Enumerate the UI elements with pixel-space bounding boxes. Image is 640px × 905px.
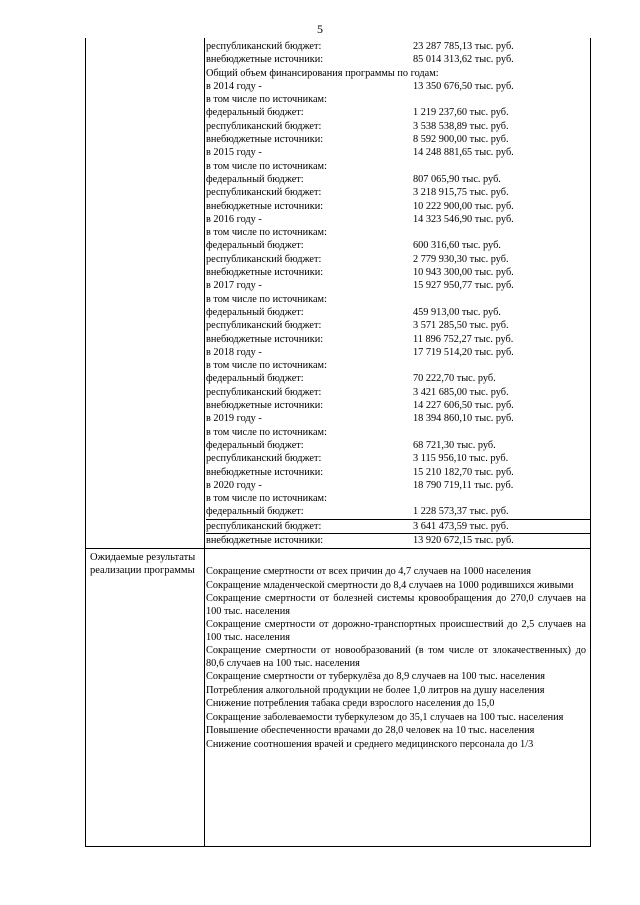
financing-row [206, 253, 590, 266]
financing-row [206, 67, 590, 80]
financing-row-value: 3 218 915,75 тыс. руб. [413, 187, 509, 199]
financing-row-value: 10 943 300,00 тыс. руб. [413, 267, 514, 279]
financing-row-label: в том числе по источникам: [206, 160, 327, 172]
financing-row [206, 173, 590, 186]
financing-row-value: 459 913,00 тыс. руб. [413, 306, 501, 318]
financing-row-value: 11 896 752,27 тыс. руб. [413, 333, 514, 345]
financing-row-value: 15 210 182,70 тыс. руб. [413, 466, 514, 478]
financing-row-value: 18 394 860,10 тыс. руб. [413, 413, 514, 425]
financing-row-label: республиканский бюджет: [206, 253, 322, 265]
financing-row [206, 93, 590, 106]
financing-row-label: республиканский бюджет: [206, 320, 322, 332]
financing-row-label: в том числе по источникам: [206, 360, 327, 372]
financing-row-label: внебюджетные источники: [206, 400, 324, 412]
financing-row [206, 293, 590, 306]
page-number: 5 [317, 22, 323, 36]
financing-row [206, 372, 590, 385]
financing-row [206, 53, 590, 66]
financing-row-value: 85 014 313,62 тыс. руб. [413, 54, 514, 66]
financing-row-label: в 2016 году - [206, 213, 262, 225]
financing-row [206, 534, 590, 547]
financing-row-value: 3 538 538,89 тыс. руб. [413, 120, 509, 132]
result-item: Сокращение смертности от дорожно-транспортных происшествий до 2,5 случаев на 100 тыс. населения [206, 619, 586, 643]
financing-row-label: федеральный бюджет: [206, 306, 304, 318]
financing-row [206, 386, 590, 399]
financing-row [206, 319, 590, 332]
financing-row-value: 13 350 676,50 тыс. руб. [413, 80, 514, 92]
financing-row [206, 452, 590, 465]
financing-row [206, 106, 590, 119]
financing-list [206, 40, 590, 547]
financing-row-label: в том числе по источникам: [206, 493, 327, 505]
financing-row-value: 13 920 672,15 тыс. руб. [413, 534, 514, 546]
result-item: Сокращение заболеваемости туберкулезом до 35,1 случаев на 100 тыс. населения [206, 711, 564, 723]
financing-row-value: 3 571 285,50 тыс. руб. [413, 320, 509, 332]
result-item: Снижение соотношения врачей и среднего медицинского персонала до 1/3 [206, 738, 534, 750]
financing-row-label: федеральный бюджет: [206, 373, 304, 385]
financing-row-label: федеральный бюджет: [206, 506, 304, 518]
financing-row-value: 1 228 573,37 тыс. руб. [413, 506, 509, 518]
financing-row [206, 133, 590, 146]
financing-row [206, 333, 590, 346]
financing-row-label: в том числе по источникам: [206, 227, 327, 239]
result-item: Потребления алкогольной продукции не более 1,0 литров на душу населения [206, 684, 545, 696]
financing-row [206, 186, 590, 199]
financing-row [206, 505, 590, 519]
result-item: Сокращение младенческой смертности до 8,4 случаев на 1000 родившихся живыми [206, 579, 574, 591]
financing-row-value: 1 219 237,60 тыс. руб. [413, 107, 509, 119]
financing-row [206, 306, 590, 319]
financing-row-label: федеральный бюджет: [206, 107, 304, 119]
financing-row-value: 8 592 900,00 тыс. руб. [413, 134, 509, 146]
financing-row-value: 14 248 881,65 тыс. руб. [413, 147, 514, 159]
financing-row-value: 807 065,90 тыс. руб. [413, 173, 501, 185]
financing-row [206, 399, 590, 412]
financing-row-label: федеральный бюджет: [206, 240, 304, 252]
financing-row [206, 439, 590, 452]
financing-row-value: 10 222 900,00 тыс. руб. [413, 200, 514, 212]
financing-row-label: в 2015 году - [206, 147, 262, 159]
financing-row [206, 160, 590, 173]
financing-row [206, 226, 590, 239]
financing-row-label: федеральный бюджет: [206, 439, 304, 451]
financing-row [206, 239, 590, 252]
financing-row-label: внебюджетные источники: [206, 333, 324, 345]
financing-row [206, 279, 590, 292]
financing-row-label: республиканский бюджет: [206, 41, 322, 52]
financing-row-value: 600 316,60 тыс. руб. [413, 240, 501, 252]
financing-row-value: 3 421 685,00 тыс. руб. [413, 386, 509, 398]
financing-row-label: внебюджетные источники: [206, 200, 324, 212]
financing-row [206, 412, 590, 425]
result-item: Сокращение смертности от туберкулёза до 8,9 случаев на 100 тыс. населения [206, 671, 546, 682]
financing-row-value: 18 790 719,11 тыс. руб. [413, 479, 514, 491]
result-item: Повышение обеспеченности врачами до 28,0 человек на 10 тыс. населения [206, 725, 535, 736]
result-item: Сокращение смертности от всех причин до 4,7 случаев на 1000 населения [206, 566, 531, 577]
financing-row [206, 426, 590, 439]
results-label: Ожидаемые результаты реализации программы [90, 552, 196, 576]
financing-row-label: в 2014 году - [206, 80, 262, 92]
financing-row-label: республиканский бюджет: [206, 187, 322, 199]
financing-row-label: Общий объем финансирования программы по годам: [206, 67, 439, 79]
financing-row-label: внебюджетные источники: [206, 134, 324, 146]
financing-row-label: республиканский бюджет: [206, 520, 322, 532]
financing-row-label: федеральный бюджет: [206, 173, 304, 185]
financing-row [206, 520, 590, 534]
financing-row-label: внебюджетные источники: [206, 267, 324, 279]
financing-row-label: внебюджетные источники: [206, 466, 324, 478]
financing-row [206, 359, 590, 372]
financing-row-label: в 2017 году - [206, 280, 262, 292]
financing-row-value: 17 719 514,20 тыс. руб. [413, 346, 514, 358]
result-item: Снижение потребления табака среди взрослого населения до 15,0 [206, 698, 495, 709]
financing-row [206, 146, 590, 159]
financing-row [206, 200, 590, 213]
results-list [206, 566, 586, 752]
financing-row-label: в 2020 году - [206, 479, 262, 491]
financing-row [206, 466, 590, 479]
financing-row-label: в 2019 году - [206, 413, 262, 425]
financing-row-value: 3 641 473,59 тыс. руб. [413, 520, 509, 532]
financing-row [206, 213, 590, 226]
result-item: Сокращение смертности от болезней системы кровообращения до 270,0 случаев на 100 тыс. населения [206, 593, 586, 617]
financing-row-label: внебюджетные источники: [206, 54, 324, 66]
financing-row [206, 40, 590, 53]
financing-row [206, 266, 590, 279]
financing-row-label: республиканский бюджет: [206, 386, 322, 398]
financing-row [206, 479, 590, 492]
financing-row-value: 15 927 950,77 тыс. руб. [413, 280, 514, 292]
financing-row-value: 14 227 606,50 тыс. руб. [413, 400, 514, 412]
financing-row-label: в 2018 году - [206, 346, 262, 358]
financing-row [206, 80, 590, 93]
financing-row-value: 3 115 956,10 тыс. руб. [413, 453, 509, 465]
financing-row-label: в том числе по источникам: [206, 426, 327, 438]
financing-row [206, 120, 590, 133]
financing-row [206, 492, 590, 505]
financing-row-label: республиканский бюджет: [206, 453, 322, 465]
financing-row-value: 2 779 930,30 тыс. руб. [413, 253, 509, 265]
financing-row-value: 14 323 546,90 тыс. руб. [413, 213, 514, 225]
financing-row-label: в том числе по источникам: [206, 293, 327, 305]
financing-row-value: 68 721,30 тыс. руб. [413, 439, 496, 451]
financing-row-label: внебюджетные источники: [206, 534, 324, 546]
financing-row-value: 23 287 785,13 тыс. руб. [413, 41, 514, 52]
financing-row-label: республиканский бюджет: [206, 120, 322, 132]
financing-row-label: в том числе по источникам: [206, 94, 327, 106]
financing-row [206, 346, 590, 359]
financing-row-value: 70 222,70 тыс. руб. [413, 373, 496, 385]
result-item: Сокращение смертности от новообразований (в том числе от злокачественных) до 80,6 случаев на 100 тыс. населения [206, 645, 586, 669]
